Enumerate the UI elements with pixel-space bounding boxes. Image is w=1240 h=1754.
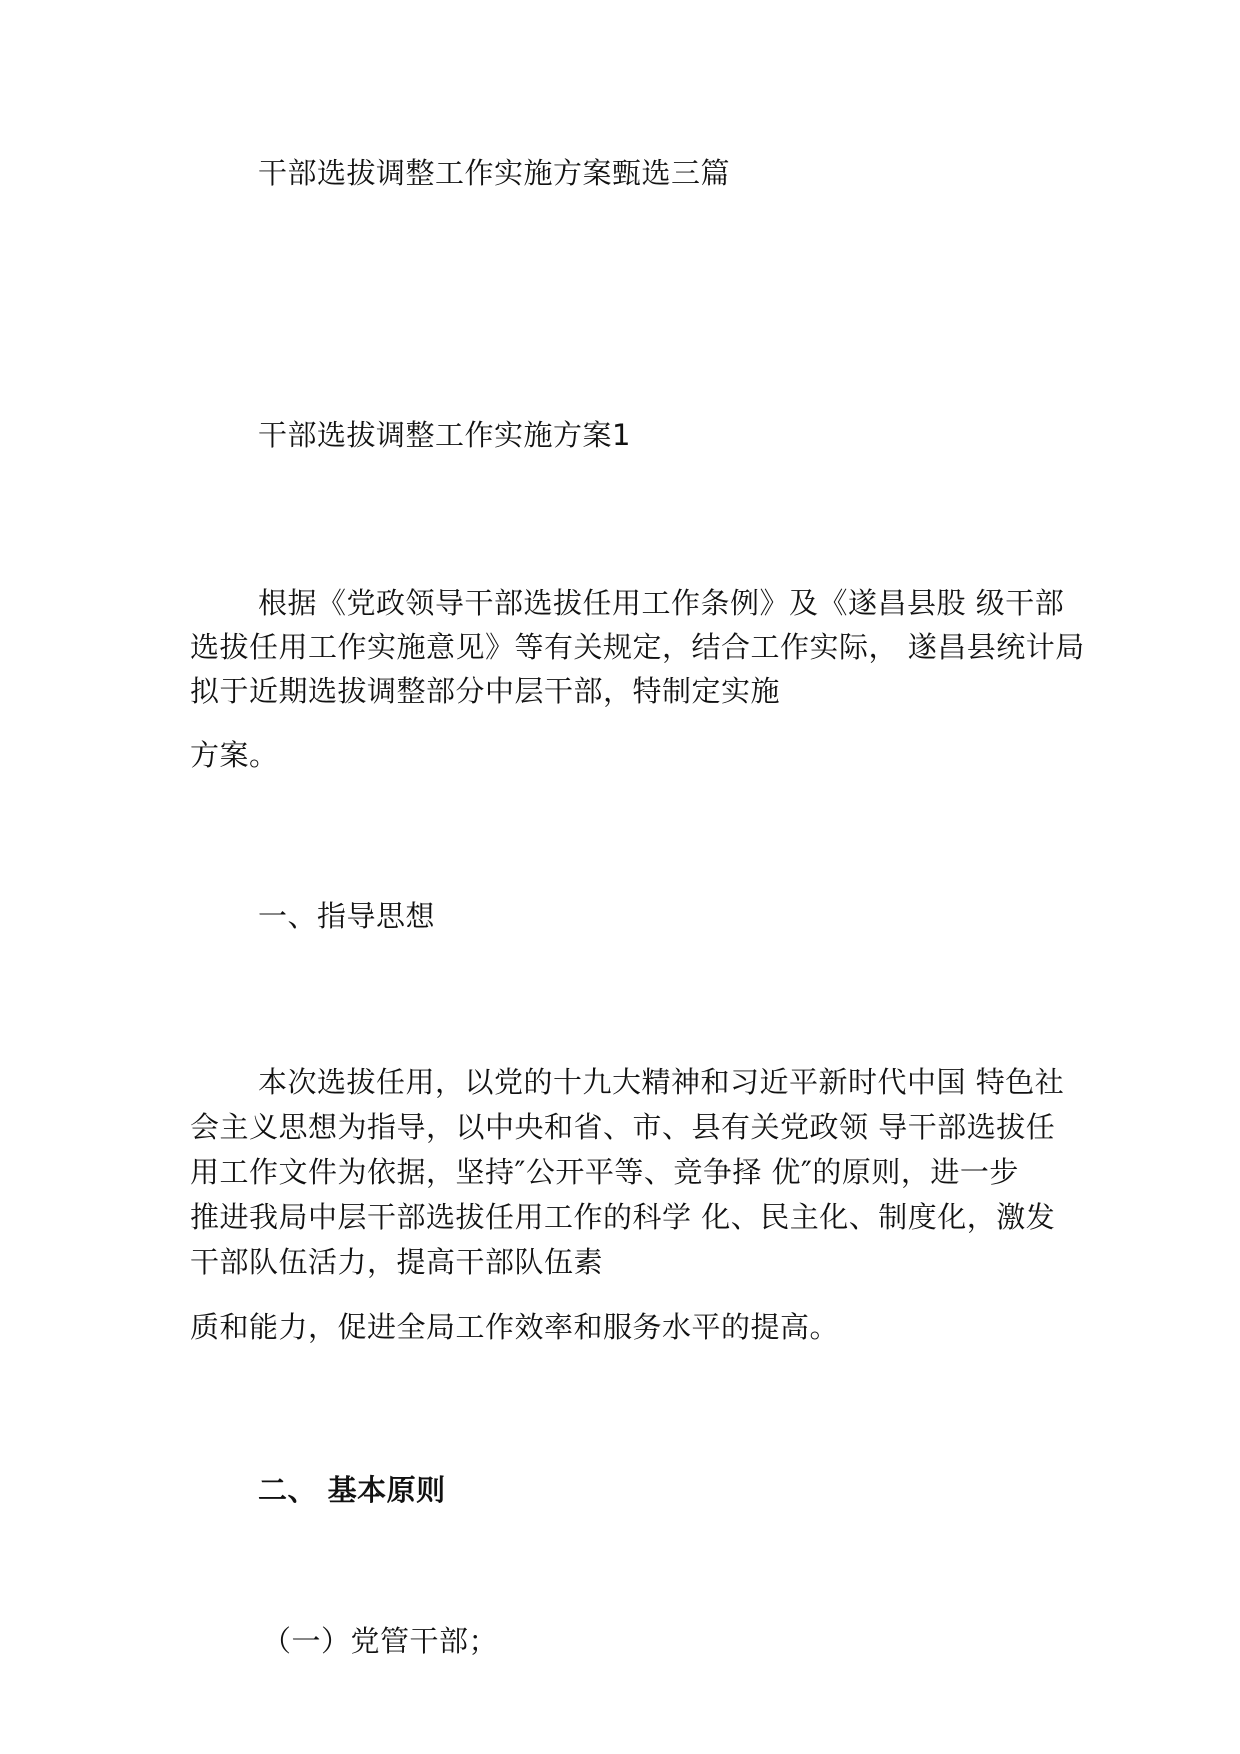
section-2-heading: 二、 基本原则 <box>258 1473 446 1507</box>
paragraph-2-line: 本次选拔任用，以党的十九大精神和习近平新时代中国 特色社 <box>258 1065 1065 1099</box>
paragraph-1-line: 拟于近期选拔调整部分中层干部，特制定实施 <box>190 674 781 708</box>
paragraph-1-line: 根据《党政领导干部选拔任用工作条例》及《遂昌县股 级干部 <box>258 586 1065 620</box>
paragraph-2-line: 推进我局中层干部选拔任用工作的科学 化、民主化、制度化，激发 <box>190 1200 1056 1234</box>
list-item: （一）党管干部； <box>262 1624 499 1658</box>
paragraph-2-line: 用工作文件为依据，坚持″公开平等、竞争择 优″的原则，进一步 <box>190 1155 1019 1189</box>
document-subtitle: 干部选拔调整工作实施方案1 <box>258 418 631 452</box>
document-title: 干部选拔调整工作实施方案甄选三篇 <box>258 156 731 190</box>
section-1-heading: 一、指导思想 <box>258 899 436 933</box>
paragraph-1-line: 方案。 <box>190 738 279 772</box>
paragraph-2-line: 质和能力，促进全局工作效率和服务水平的提高。 <box>190 1310 840 1344</box>
paragraph-1-line: 选拔任用工作实施意见》等有关规定，结合工作实际， 遂昌县统计局 <box>190 630 1085 664</box>
paragraph-2-line: 会主义思想为指导，以中央和省、市、县有关党政领 导干部选拔任 <box>190 1110 1056 1144</box>
paragraph-2-line: 干部队伍活力，提高干部队伍素 <box>190 1245 604 1279</box>
